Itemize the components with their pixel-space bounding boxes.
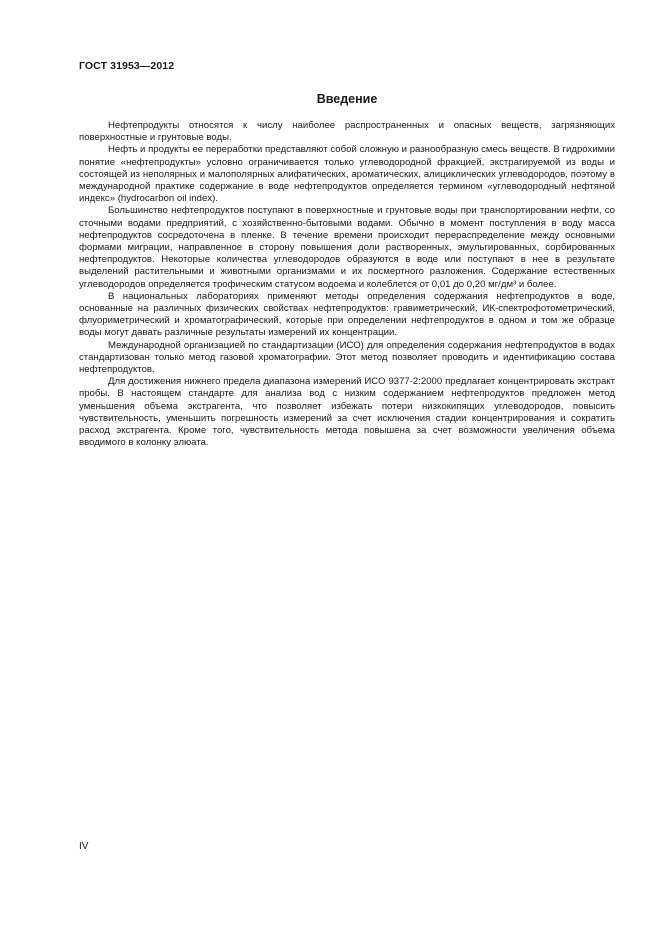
section-title: Введение — [316, 92, 378, 106]
page-number: IV — [79, 841, 89, 852]
paragraph-3: Большинство нефтепродуктов поступают в поверхностные и грунтовые воды при транспортировании нефти, со сточными водами предприятий, с хозяйственно-бытовыми водами. Обычно в момент поступления в воду масса нефтепродуктов сосредоточена в пленке. В течение времени происходит перераспределение между основными формами миграции, направленное в сторону повышения доли растворенных, эмульгированных, сорбированных нефтепродуктов. Некоторые количества углеводородов образуются в воде или поступают в нее в результате выделений растительными и животными организмами и их посмертного разложения. Содержание естественных углеводородов определяется трофическим статусом водоема и колеблется от 0,01 до 0,20 мг/дм³ и более. — [79, 205, 615, 290]
paragraph-6: Для достижения нижнего предела диапазона измерений ИСО 9377-2:2000 предлагает концентрировать экстракт пробы. В настоящем стандарте для анализа вод с низким содержанием нефтепродуктов предложен метод уменьшения объема экстрагента, что позволяет избежать потери низкокипящих углеводородов, повысить чувствительность, уменьшить погрешность измерений за счет исключения стадии концентрирования и сократить расход экстрагента. Кроме того, чувствительность метода повышена за счет возможности увеличения объема вводимого в колонку элюата. — [79, 376, 615, 449]
paragraph-2: Нефть и продукты ее переработки представляют собой сложную и разнообразную смесь веществ. В гидрохимии понятие «нефтепродукты» условно ограничивается только углеводородной фракцией, экстрагируемой из воды и состоящей из неполярных и малополярных алифатических, ароматических, алициклических углеводородов, поэтому в международной практике содержание в воде нефтепродуктов определяется термином «углеводородный нефтяной индекс» (hydrocarbon oil index). — [79, 144, 615, 205]
paragraph-4: В национальных лабораториях применяют методы определения содержания нефтепродуктов в воде, основанные на различных физических свойствах нефтепродуктов: гравиметрический, ИК-спектрофотометрический, флуориметрический и хроматографический, которые при определении нефтепродуктов в одном и том же образце воды могут давать различные результаты измерений их концентрации. — [79, 290, 615, 339]
paragraph-1: Нефтепродукты относятся к числу наиболее распространенных и опасных веществ, загрязняющих поверхностные и грунтовые воды. — [79, 120, 615, 144]
paragraph-5: Международной организацией по стандартизации (ИСО) для определения содержания нефтепродуктов в водах стандартизован только метод газовой хроматографии. Этот метод позволяет проводить и идентификацию состава нефтепродуктов. — [79, 339, 615, 376]
document-body — [79, 120, 615, 449]
document-header: ГОСТ 31953—2012 — [79, 60, 175, 72]
